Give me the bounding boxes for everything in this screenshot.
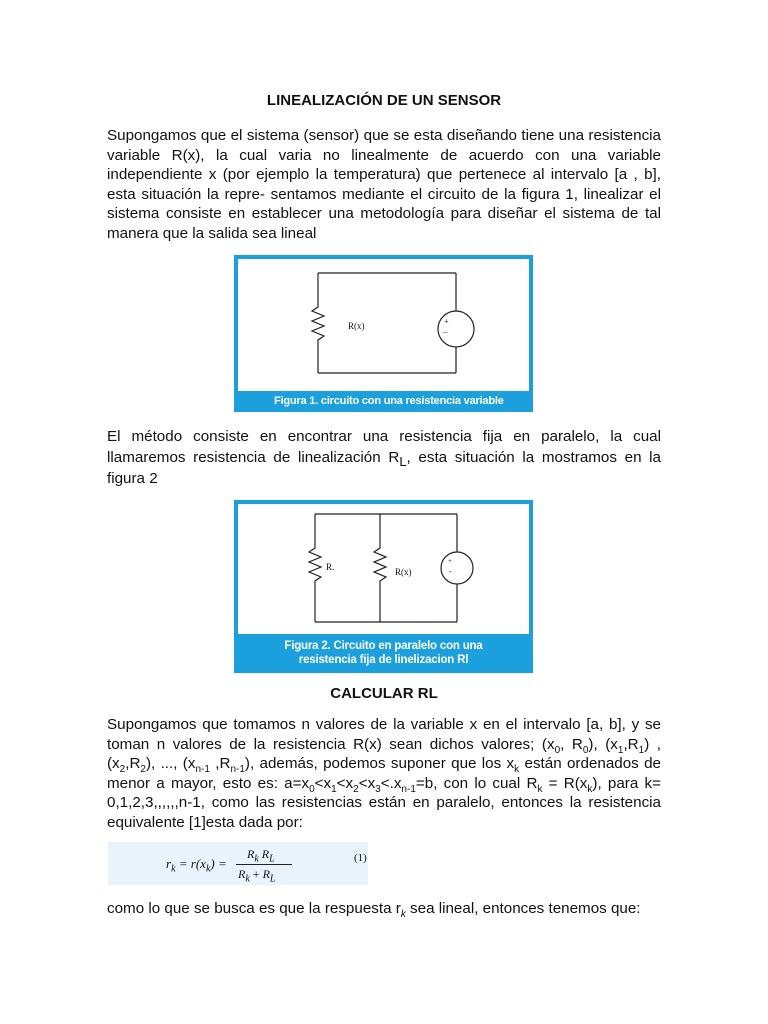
- p3-text: están ordenados de menor a mayor, esto es: a=x: [107, 755, 661, 792]
- equation-numerator: [247, 847, 275, 865]
- eq-den-r: R: [262, 867, 270, 881]
- eq-plus: +: [252, 867, 260, 881]
- eq-num-r: R: [247, 847, 255, 861]
- source-minus: -: [449, 567, 452, 576]
- p3-text: ), además, podemos suponer que los x: [244, 755, 515, 773]
- p3-text: =b, con lo cual R: [415, 774, 538, 792]
- circuit-2-svg: [238, 504, 529, 634]
- eq-num-r: R: [261, 847, 270, 861]
- eq-r: r: [166, 856, 172, 871]
- p3-sub: 2: [119, 764, 126, 776]
- figure-2: [234, 500, 533, 673]
- calculation-paragraph: [107, 715, 661, 833]
- p4-text-after: sea lineal, entonces tenemos que:: [405, 900, 641, 917]
- equation-denominator: [238, 867, 276, 885]
- eq-middle: = r(x: [178, 856, 206, 871]
- source-plus: +: [448, 557, 452, 565]
- p3-sub: n-1: [401, 783, 416, 795]
- method-text-before: El método consiste en encontrar una resistencia fija en paralelo, la cual llamaremos resistencia de linealización R: [107, 428, 661, 466]
- equation-1: [108, 842, 368, 885]
- eq-num-l: L: [269, 853, 275, 865]
- p3-sub: k: [587, 783, 593, 795]
- figure-1-diagram: [238, 259, 529, 391]
- p3-sub: 0: [582, 744, 589, 756]
- p3-text: ), ..., (x: [145, 755, 196, 773]
- eq-den-k: k: [245, 873, 250, 885]
- p3-text: <x: [336, 774, 354, 792]
- equation-number: (1): [354, 852, 367, 864]
- method-text-after: , esta situación la mostramos en la figura 2: [107, 449, 661, 487]
- figure-2-diagram: [238, 504, 529, 634]
- p3-text: ) , (x: [107, 735, 661, 773]
- p3-sub: 3: [375, 783, 381, 795]
- p3-text: ,R: [623, 735, 639, 753]
- intro-paragraph: Supongamos que el sistema (sensor) que se esta diseñando tiene una resistencia variable R(x), la cual varia no linealmente de acuerdo con una variable independiente x (por ejemplo la temperatura) que pertenece al intervalo [a , b], esta situación la repre- sentamos mediante el circuito de la figura 1, linealizar el sistema consiste en establecer una metodología para diseñar el sistema de tal manera que la salida sea lineal: [107, 127, 661, 242]
- p3-sub: 1: [331, 783, 337, 795]
- p3-sub: k: [537, 783, 543, 795]
- method-sub-l: L: [399, 454, 407, 470]
- p3-sub: k: [514, 764, 520, 776]
- source-minus: --: [443, 328, 448, 336]
- p3-text: <x: [358, 774, 376, 792]
- eq-num-k: k: [254, 853, 259, 865]
- variable-resistor-label: R(x): [395, 567, 412, 577]
- eq-den-l: L: [269, 873, 276, 885]
- fraction-bar: [236, 864, 292, 865]
- document-title: LINEALIZACIÓN DE UN SENSOR: [266, 92, 502, 109]
- p3-sub: 2: [140, 764, 146, 776]
- p3-text: Supongamos que tomamos n valores de la variable x en el intervalo [a, b], y se toman n valores de la resistencia R(x) sean dichos valores; (x: [107, 716, 661, 753]
- source-plus: +: [444, 317, 449, 326]
- p3-text: ,R: [209, 755, 231, 773]
- figure-2-caption-line-2: resistencia fija de linelizacion Rl: [298, 654, 469, 666]
- p3-sub: n-1: [230, 764, 245, 776]
- circuit-1-svg: [238, 259, 529, 391]
- p3-text: <x: [314, 774, 332, 792]
- section-title: CALCULAR RL: [330, 685, 438, 702]
- conclusion-paragraph: [107, 899, 661, 919]
- fixed-resistor-label: R.: [326, 562, 335, 572]
- figure-2-caption: [234, 639, 533, 667]
- eq-k-sub: k: [171, 863, 176, 875]
- figure-2-caption-line-1: Figura 2. Circuito en paralelo con una: [284, 640, 483, 652]
- p3-sub: 2: [353, 783, 359, 795]
- p3-sub: 1: [638, 744, 645, 756]
- p3-text: , R: [560, 735, 583, 753]
- method-paragraph: [107, 426, 661, 489]
- p3-sub: n-1: [195, 764, 210, 776]
- p3-text: <.x: [380, 774, 402, 792]
- p3-text: ), para k= 0,1,2,3,,,,,,n-1, como las resistencias están en paralelo, entonces la resistencia equivalente [1]esta dada por:: [107, 774, 661, 831]
- p3-sub: 0: [309, 783, 315, 795]
- eq-middle-end: ) =: [210, 856, 227, 871]
- eq-den-r: R: [238, 867, 246, 881]
- p4-text-before: como lo que se busca es que la respuesta r: [107, 900, 401, 917]
- resistor-label: R(x): [348, 321, 365, 331]
- figure-1: [234, 255, 533, 412]
- p4-sub-k: k: [400, 909, 406, 921]
- p3-text: = R(x: [542, 774, 588, 792]
- p3-sub: 0: [554, 744, 561, 756]
- p3-text: ), (x: [588, 735, 618, 753]
- figure-1-caption: Figura 1. circuito con una resistencia variable: [274, 395, 504, 407]
- eq-k-sub: k: [205, 863, 211, 875]
- equation-lhs: [166, 856, 227, 875]
- p3-sub: 1: [617, 744, 624, 756]
- p3-text: ,R: [125, 755, 141, 773]
